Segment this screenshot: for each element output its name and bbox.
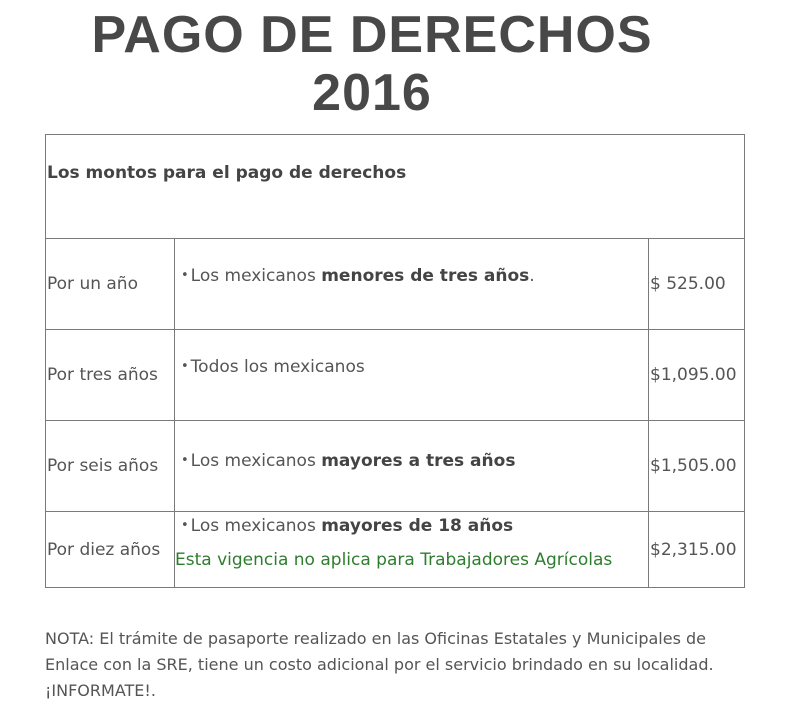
description-cell: [175, 512, 649, 588]
footer-note: NOTA: El trámite de pasaporte realizado en las Oficinas Estatales y Municipales de Enlace con la SRE, tiene un costo adicional por el servicio brindado en su localidad. ¡INFORMATE!.: [45, 629, 714, 700]
description-text: Los mexicanos: [190, 451, 322, 471]
bullet-icon: •: [181, 518, 189, 533]
bullet-icon: •: [181, 359, 189, 374]
price-cell: $2,315.00: [649, 512, 745, 588]
table-header-row: [46, 135, 745, 239]
description-bold-text: mayores de 18 años: [321, 516, 514, 536]
description-bold-text: mayores a tres años: [321, 451, 516, 471]
bullet-icon: •: [181, 453, 189, 468]
page-title-line1: PAGO DE DERECHOS: [91, 6, 653, 64]
period-cell: Por un año: [46, 239, 175, 330]
bullet-icon: •: [181, 268, 189, 283]
price-cell: $1,095.00: [649, 330, 745, 421]
table-row: [46, 421, 745, 512]
table-row: [46, 239, 745, 330]
fees-table: [45, 134, 745, 588]
table-row: [46, 512, 745, 588]
description-bold-text: menores de tres años: [321, 266, 530, 286]
description-cell: [175, 421, 649, 512]
price-cell: $1,505.00: [649, 421, 745, 512]
period-cell: Por diez años: [46, 512, 175, 588]
page-title-line2: 2016: [312, 64, 432, 122]
description-cell: [175, 330, 649, 421]
period-cell: Por tres años: [46, 330, 175, 421]
price-cell: $ 525.00: [649, 239, 745, 330]
description-text: Los mexicanos: [190, 516, 322, 536]
description-cell: [175, 239, 649, 330]
page-title: [0, 6, 744, 122]
table-header-cell: [46, 135, 745, 239]
description-suffix: .: [529, 266, 535, 286]
description-text: Todos los mexicanos: [190, 357, 365, 377]
table-row: [46, 330, 745, 421]
description-text: Los mexicanos: [190, 266, 322, 286]
agricultural-workers-note: Esta vigencia no aplica para Trabajadores Agrícolas: [175, 550, 613, 570]
table-header-text: Los montos para el pago de derechos: [47, 163, 407, 183]
period-cell: Por seis años: [46, 421, 175, 512]
